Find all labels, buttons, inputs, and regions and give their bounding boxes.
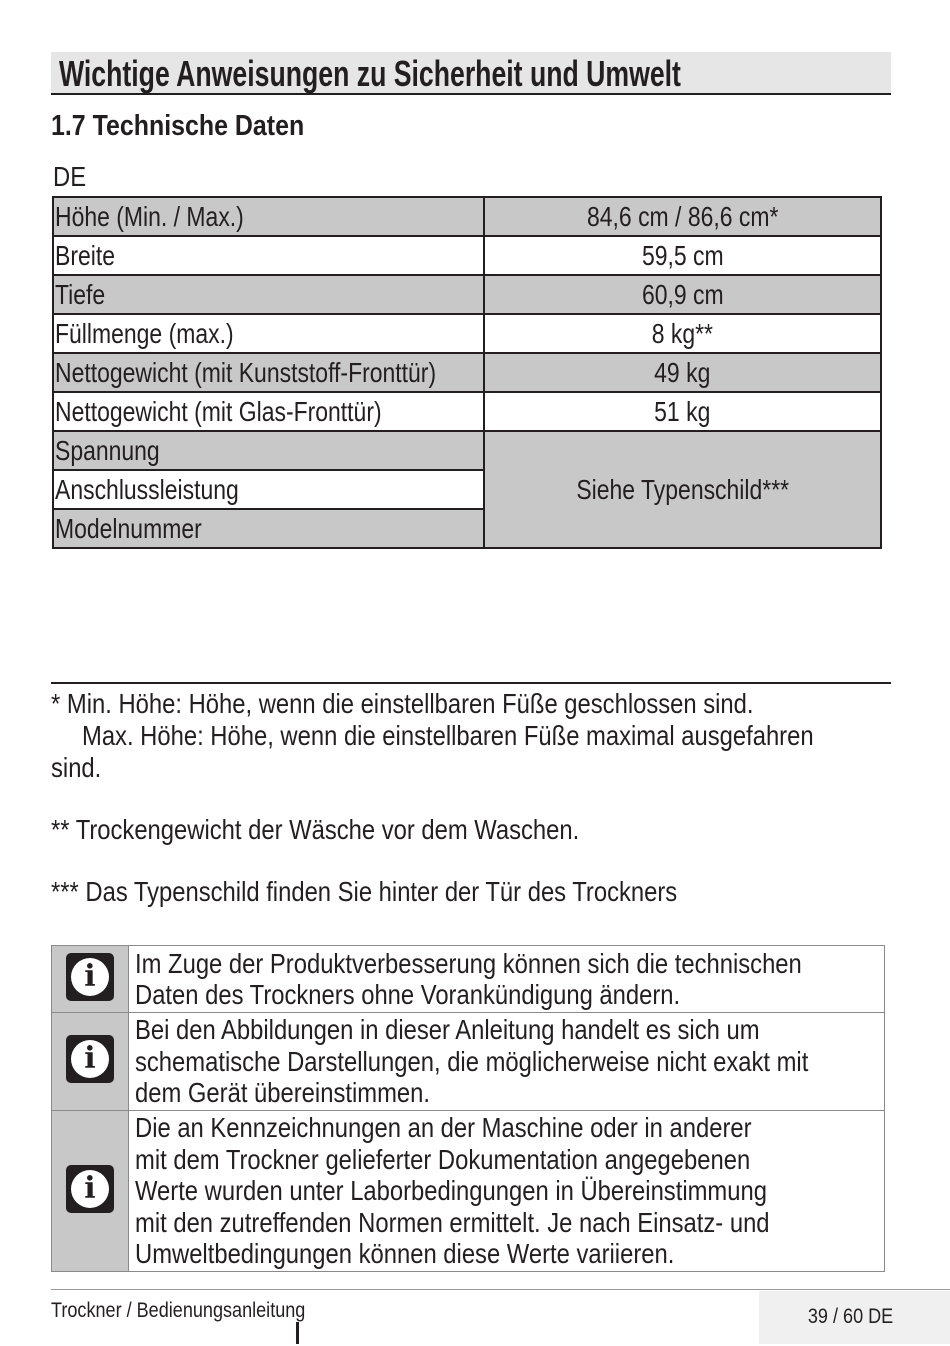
spec-value: 60,9 cm	[484, 275, 881, 314]
footnote-dry-weight: ** Trockengewicht der Wäsche vor dem Waschen.	[51, 814, 580, 845]
info-text: Bei den Abbildungen in dieser Anleitung handelt es sich um schematische Darstellungen, die möglicherweise nicht exakt mit dem Gerät übereinstimmen.	[129, 1013, 885, 1111]
footnote-divider	[51, 682, 891, 684]
info-text: Im Zuge der Produktverbesserung können sich die technischen Daten des Trockners ohne Vorankündigung ändern.	[129, 946, 885, 1013]
info-notes-table	[51, 945, 885, 1272]
footnote-height-1: * Min. Höhe: Höhe, wenn die einstellbaren Füße geschlossen sind.	[51, 688, 754, 719]
info-row	[52, 946, 885, 1013]
subsection-heading: 1.7 Technische Daten	[51, 110, 305, 142]
table-row	[53, 392, 881, 431]
section-title: Wichtige Anweisungen zu Sicherheit und Umwelt	[59, 53, 681, 94]
info-icon: i	[66, 1165, 114, 1213]
spec-label: Nettogewicht (mit Glas-Fronttür)	[53, 392, 484, 431]
table-row	[53, 431, 881, 470]
footnote-type-plate: *** Das Typenschild finden Sie hinter der Tür des Trockners	[51, 876, 678, 907]
info-row	[52, 1013, 885, 1111]
spec-value: 51 kg	[484, 392, 881, 431]
footer-divider	[51, 1289, 950, 1290]
spec-label: Höhe (Min. / Max.)	[53, 197, 484, 236]
footer-document-title: Trockner / Bedienungsanleitung	[51, 1299, 306, 1322]
spec-value-merged: Siehe Typenschild***	[484, 431, 881, 548]
footnote-height-2: Max. Höhe: Höhe, wenn die einstellbaren Füße maximal ausgefahren	[82, 720, 814, 751]
spec-label: Anschlussleistung	[53, 470, 484, 509]
info-text: Die an Kennzeichnungen an der Maschine oder in anderer mit dem Trockner gelieferter Dokumentation angegebenen Werte wurden unter Laborbedingungen in Übereinstimmung mit den zutreffenden Normen ermittelt. Je nach Einsatz- und Umweltbedingungen können diese Werte variieren.	[129, 1111, 885, 1272]
spec-label: Tiefe	[53, 275, 484, 314]
info-icon-cell	[52, 1013, 129, 1111]
table-row	[53, 353, 881, 392]
spec-value: 84,6 cm / 86,6 cm*	[484, 197, 881, 236]
spec-label: Nettogewicht (mit Kunststoff-Fronttür)	[53, 353, 484, 392]
section-header	[51, 52, 891, 95]
spec-label: Spannung	[53, 431, 484, 470]
info-icon-cell	[52, 1111, 129, 1272]
spec-value: 8 kg**	[484, 314, 881, 353]
spec-value: 49 kg	[484, 353, 881, 392]
country-code: DE	[53, 161, 87, 192]
crop-mark	[296, 1322, 299, 1344]
spec-label: Füllmenge (max.)	[53, 314, 484, 353]
table-row	[53, 197, 881, 236]
info-row	[52, 1111, 885, 1272]
info-icon: i	[66, 1035, 114, 1083]
spec-label: Modelnummer	[53, 509, 484, 548]
table-row	[53, 236, 881, 275]
footer-page-number: 39 / 60 DE	[807, 1305, 893, 1328]
footnote-height-3: sind.	[51, 752, 102, 783]
spec-value: 59,5 cm	[484, 236, 881, 275]
technical-data-table	[52, 196, 882, 549]
table-row	[53, 314, 881, 353]
table-row	[53, 275, 881, 314]
info-icon: i	[66, 953, 114, 1001]
spec-label: Breite	[53, 236, 484, 275]
info-icon-cell	[52, 946, 129, 1013]
